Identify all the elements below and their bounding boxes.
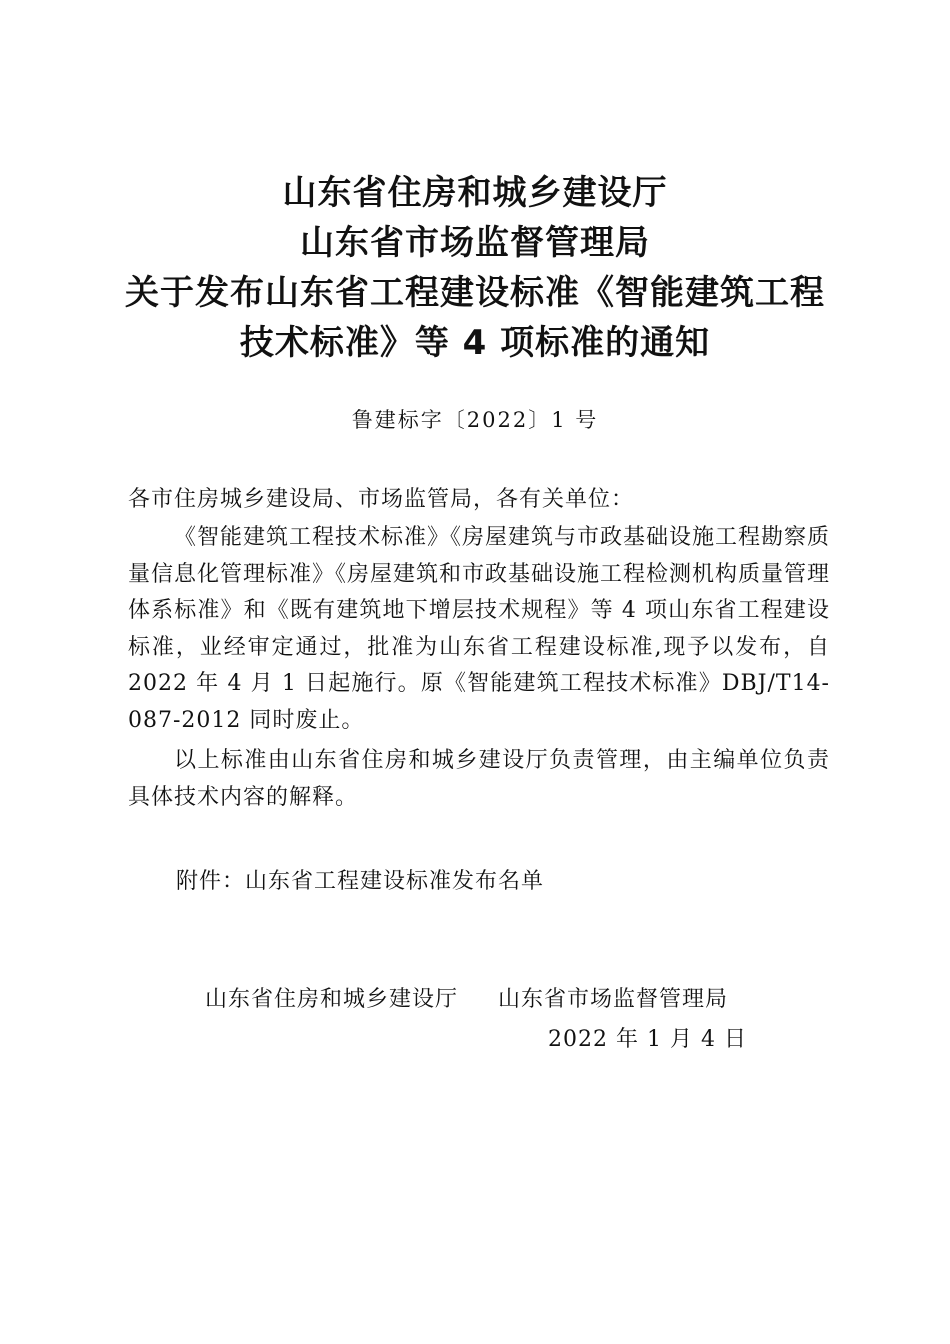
salutation: 各市住房城乡建设局、市场监管局，各有关单位：: [128, 487, 635, 512]
document-number: 鲁建标字〔2022〕1 号: [351, 408, 599, 432]
title-line-4: 技术标准》等 4 项标准的通知: [239, 323, 711, 363]
body-paragraph-2: 以上标准由山东省住房和城乡建设厅负责管理，由主编单位负责具体技术内容的解释。: [128, 748, 830, 810]
issuing-authorities: [205, 982, 728, 1018]
title-line-1: 山东省住房和城乡建设厅: [282, 173, 668, 213]
body-paragraph-1: 《智能建筑工程技术标准》《房屋建筑与市政基础设施工程勘察质量信息化管理标准》《房屋建筑和市政基础设施工程检测机构质量管理体系标准》和《既有建筑地下增层技术规程》等 4 项山东省工程建设标准，业经审定通过，批准为山东省工程建设标准,现予以发布，自 2022 年 4 月 1 日起施行。原《智能建筑工程技术标准》DBJ/T14-087-2012 同时废止。: [128, 525, 831, 733]
issuer-housing-department: 山东省住房和城乡建设厅: [205, 987, 459, 1012]
title-line-2: 山东省市场监督管理局: [300, 223, 650, 263]
issuer-market-supervision-bureau: 山东省市场监督管理局: [498, 987, 729, 1012]
title-line-3: 关于发布山东省工程建设标准《智能建筑工程: [125, 273, 825, 313]
attachment-note: 附件：山东省工程建设标准发布名单: [176, 869, 545, 894]
issue-date: 2022 年 1 月 4 日: [548, 1027, 747, 1052]
document-title: [0, 168, 950, 368]
